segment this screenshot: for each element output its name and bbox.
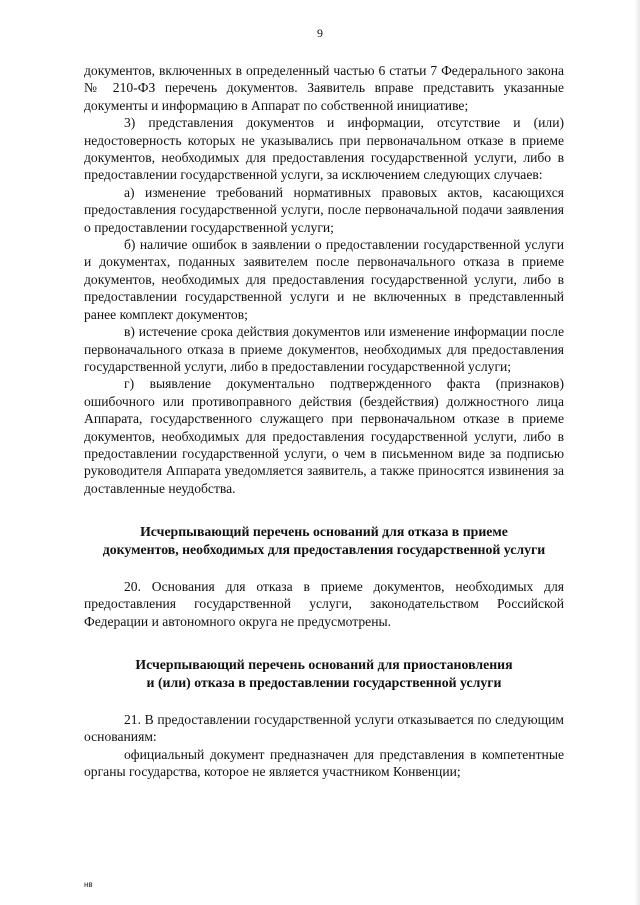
section-heading-line: и (или) отказа в предоставлении государственной услуги bbox=[146, 674, 502, 690]
page-edge-shadow bbox=[634, 0, 640, 905]
paragraph-item-a: а) изменение требований нормативных правовых актов, касающихся предоставления государственной услуги, после первоначальной подачи заявления о предоставлении государственной услуги; bbox=[84, 184, 564, 235]
paragraph-item-3: 3) представления документов и информации, отсутствие и (или) недостоверность которых не указывались при первоначальном отказе в приеме документов, необходимых для предоставления государственной услуги, либо в предоставлении государственной услуги, за исключением следующих случаев: bbox=[84, 115, 564, 183]
paragraph-21: 21. В предоставлении государственной услуги отказывается по следующим основаниям: bbox=[84, 712, 564, 745]
section-heading-refusal-acceptance bbox=[84, 523, 564, 558]
section-heading-line: документов, необходимых для предоставления государственной услуги bbox=[102, 541, 546, 557]
document-body bbox=[84, 62, 564, 781]
footer-mark: нв bbox=[84, 880, 93, 889]
paragraph-continuation: документов, включенных в определенный частью 6 статьи 7 Федерального закона № 210-ФЗ перечень документов. Заявитель вправе представить указанные документы и информацию в Аппарат по собственной инициативе; bbox=[84, 63, 564, 113]
section-heading-suspension bbox=[84, 656, 564, 691]
paragraph-item-b: б) наличие ошибок в заявлении о предоставлении государственной услуги и документах, поданных заявителем после первоначального отказа в приеме документов, необходимых для предоставления государственной услуги, либо в предоставлении государственной услуги и не включенных в представленный ранее комплект документов; bbox=[84, 237, 564, 322]
page-number: 9 bbox=[317, 26, 323, 40]
section-heading-line: Исчерпывающий перечень оснований для приостановления bbox=[135, 657, 513, 673]
paragraph-21-item: официальный документ предназначен для представления в компетентные органы государства, которое не является участником Конвенции; bbox=[84, 746, 564, 780]
paragraph-20: 20. Основания для отказа в приеме документов, необходимых для предоставления государственной услуги, законодательством Российской Федерации и автономного округа не предусмотрены. bbox=[84, 578, 564, 629]
section-heading-line: Исчерпывающий перечень оснований для отказа в приеме bbox=[140, 524, 508, 540]
paragraph-item-g: г) выявление документально подтвержденного факта (признаков) ошибочного или противоправного действия (бездействия) должностного лица Аппарата, государственного служащего при первоначальном отказе в приеме документов, необходимых для предоставления государственной услуги, либо в предоставлении государственной услуги, о чем в письменном виде за подписью руководителя Аппарата уведомляется заявитель, а также приносятся извинения за доставленные неудобства. bbox=[84, 376, 564, 496]
paragraph-item-v: в) истечение срока действия документов или изменение информации после первоначального отказа в приеме документов, необходимых для предоставления государственной услуги, либо в предоставлении государственной услуги; bbox=[84, 324, 564, 374]
